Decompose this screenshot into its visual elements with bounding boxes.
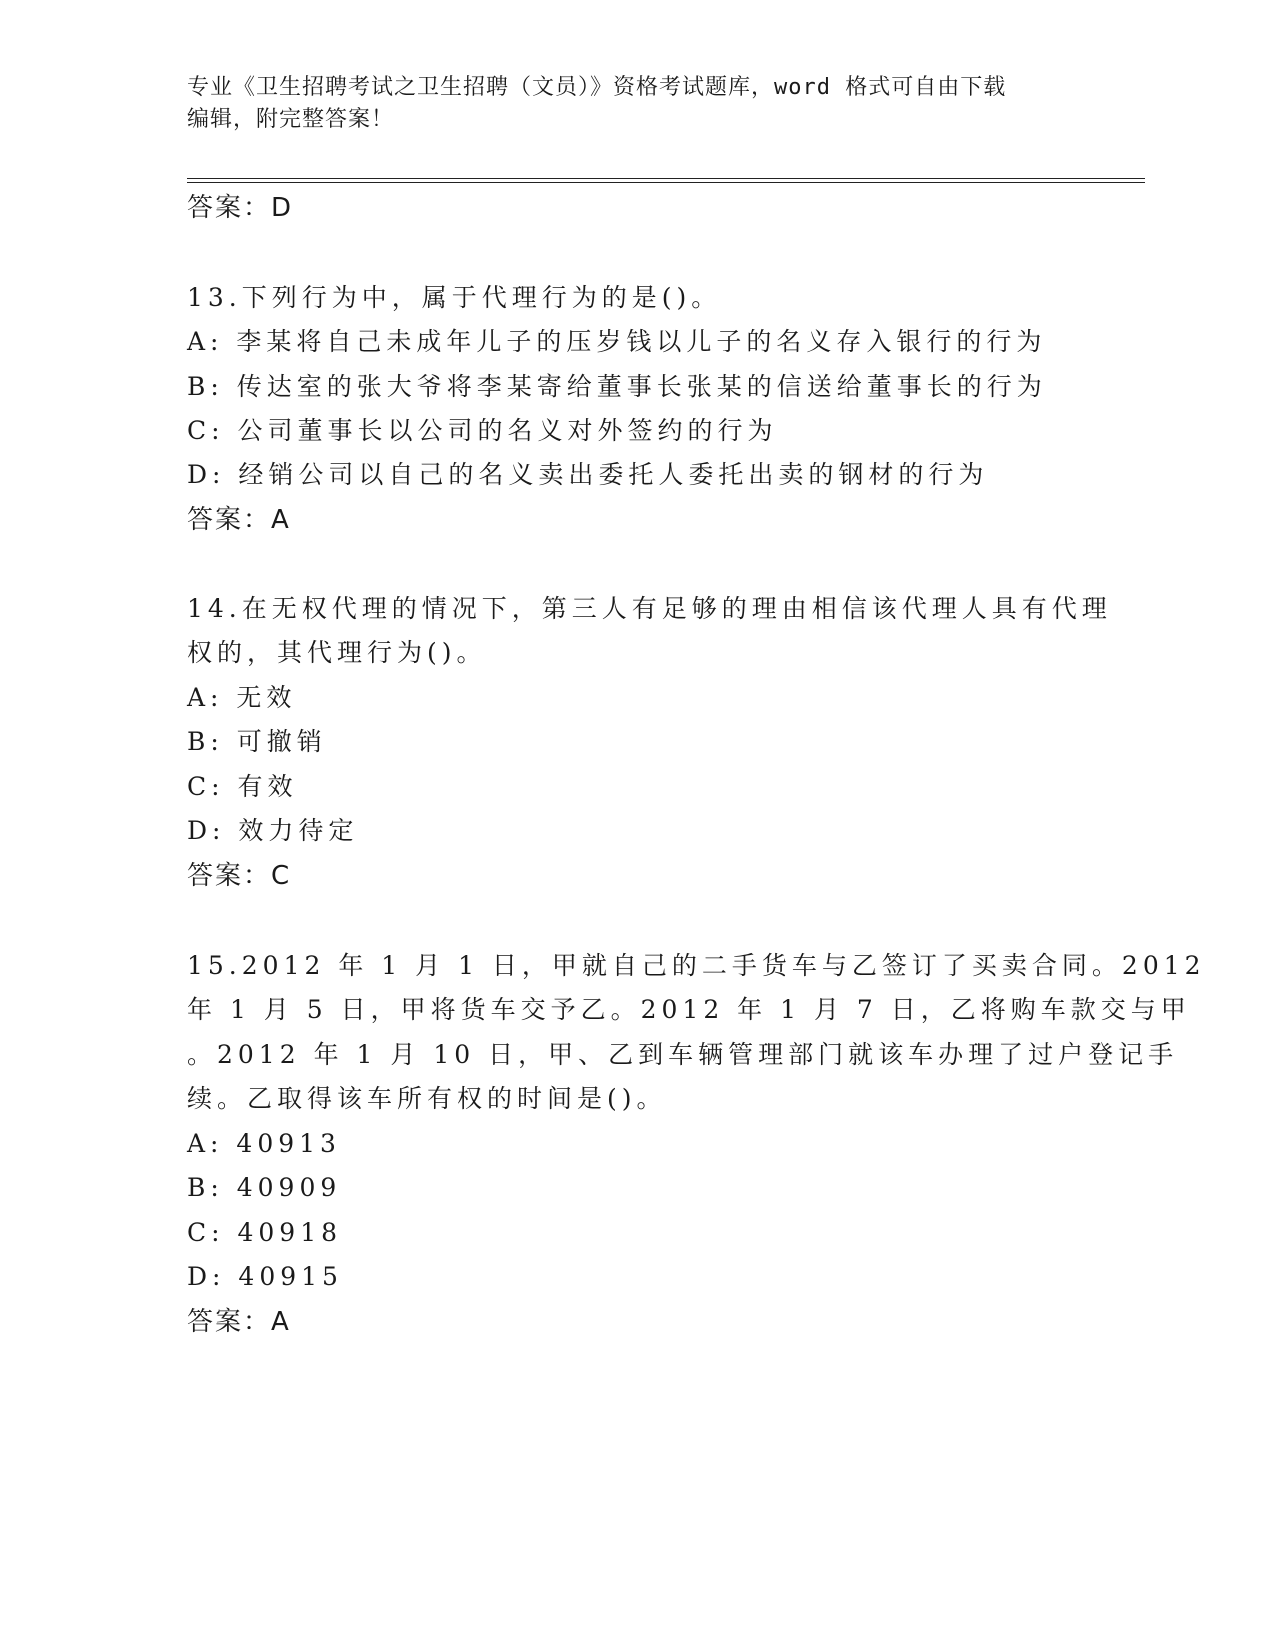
question-15-stem-line-4: 续。乙取得该车所有权的时间是()。: [187, 1084, 667, 1113]
header-line-1: 专业《卫生招聘考试之卫生招聘（文员）》资格考试题库，word 格式可自由下载: [187, 75, 1007, 100]
question-15-option-d: D: 40915: [187, 1262, 343, 1291]
question-15-option-c: C: 40918: [187, 1218, 343, 1247]
question-15-stem-line-2: 年 1 月 5 日，甲将货车交予乙。2012 年 1 月 7 日，乙将购车款交与甲: [187, 995, 1191, 1024]
question-14-stem-line-2: 权的，其代理行为()。: [187, 638, 487, 667]
document-header: [187, 72, 1087, 136]
question-14-option-c: C: 有效: [187, 772, 298, 801]
header-divider-top: [187, 178, 1145, 179]
question-13-option-d: D: 经销公司以自己的名义卖出委托人委托出卖的钢材的行为: [187, 460, 989, 489]
question-15-stem-line-3: 。2012 年 1 月 10 日，甲、乙到车辆管理部门就该车办理了过户登记手: [187, 1040, 1179, 1069]
question-15-stem-line-1: 15.2012 年 1 月 1 日，甲就自己的二手货车与乙签订了买卖合同。2012: [187, 951, 1206, 980]
header-divider-bottom: [187, 182, 1145, 183]
header-line-2: 编辑，附完整答案！: [187, 107, 395, 132]
question-13-option-a: A: 李某将自己未成年儿子的压岁钱以儿子的名义存入银行的行为: [187, 327, 1047, 356]
question-13-answer: 答案：A: [187, 505, 291, 535]
question-15-option-a: A: 40913: [187, 1129, 341, 1158]
question-14-option-b: B: 可撤销: [187, 727, 327, 756]
previous-answer: 答案：D: [187, 193, 294, 223]
question-13-option-b: B: 传达室的张大爷将李某寄给董事长张某的信送给董事长的行为: [187, 372, 1047, 401]
question-14-option-a: A: 无效: [187, 683, 297, 712]
question-14-option-d: D: 效力待定: [187, 816, 359, 845]
question-14-stem-line-1: 14.在无权代理的情况下，第三人有足够的理由相信该代理人具有代理: [187, 594, 1112, 623]
question-14-answer: 答案：C: [187, 861, 292, 891]
question-13-option-c: C: 公司董事长以公司的名义对外签约的行为: [187, 416, 778, 445]
question-15-answer: 答案：A: [187, 1307, 291, 1337]
question-13-stem: 13.下列行为中，属于代理行为的是()。: [187, 283, 722, 312]
question-15-option-b: B: 40909: [187, 1173, 342, 1202]
